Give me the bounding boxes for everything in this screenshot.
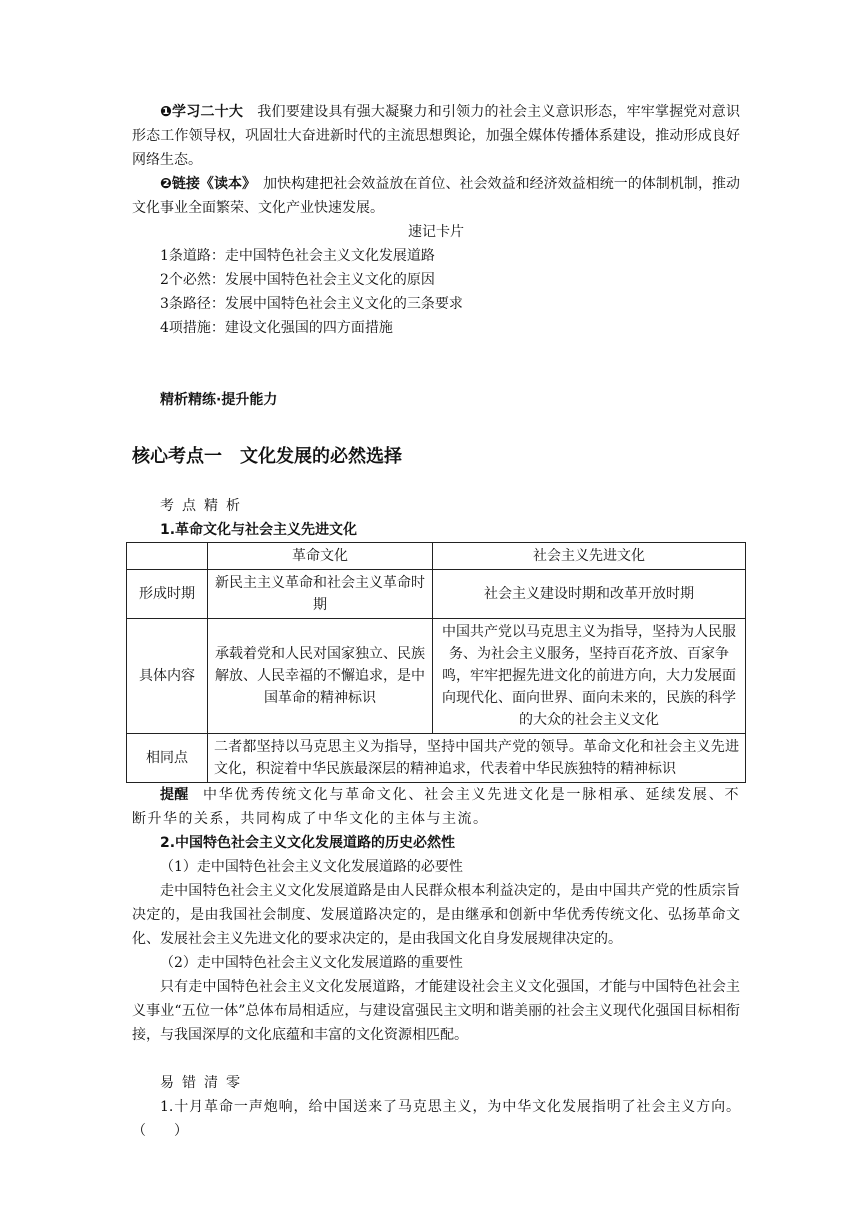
- intro-paragraph-1: [132, 100, 740, 172]
- question-1: [132, 1095, 740, 1143]
- table-header-cell: 革命文化: [208, 543, 433, 570]
- body-paragraph-1: 走中国特色社会主义文化发展道路是由人民群众根本利益决定的，是由中国共产党的性质宗旨决定的，是由我国社会制度、发展道路决定的，是由继承和创新中华优秀传统文化、弘扬革命文化、发展社会主义先进文化的要求决定的，是由我国文化自身发展规律决定的。: [132, 883, 740, 947]
- table-cell-merged: 二者都坚持以马克思主义为指导，坚持中国共产党的领导。革命文化和社会主义先进文化，积淀着中华民族最深层的精神追求，代表着中华民族独特的精神标识: [208, 734, 746, 783]
- intro-label-1: ❶学习二十大: [160, 104, 244, 120]
- page-heading: 核心考点一 文化发展的必然选择: [132, 446, 402, 467]
- table-row: [127, 619, 746, 734]
- kaodian-label: 考点精析: [160, 498, 248, 514]
- table-header-cell: [127, 543, 208, 570]
- intro-paragraph-2: [132, 172, 740, 220]
- section-label: 精析精练·提升能力: [160, 392, 278, 408]
- card-item-1: 1条道路：走中国特色社会主义文化发展道路: [160, 248, 435, 264]
- table-header-cell: 社会主义先进文化: [433, 543, 746, 570]
- intro-label-2: ❷链接《读本》: [160, 176, 250, 192]
- card-item-3: 3条路径：发展中国特色社会主义文化的三条要求: [160, 296, 463, 312]
- table-cell: 承载着党和人民对国家独立、民族解放、人民幸福的不懈追求，是中国革命的精神标识: [208, 619, 433, 734]
- tip-text: 中华优秀传统文化与革命文化、社会主义先进文化是一脉相承、延续发展、不断升华的关系，共同构成了中华文化的主体与主流。: [132, 787, 741, 827]
- question-1-text: 1.十月革命一声炮响，给中国送来了马克思主义，为中华文化发展指明了社会主义方向。: [160, 1099, 740, 1115]
- table-header-row: [127, 543, 746, 570]
- table-cell: 社会主义建设时期和改革开放时期: [433, 570, 746, 619]
- document-page: [132, 100, 740, 1143]
- card-title: 速记卡片: [408, 224, 464, 240]
- table-row-label: 形成时期: [127, 570, 208, 619]
- table-cell: 新民主主义革命和社会主义革命时期: [208, 570, 433, 619]
- answer-blank: （ ）: [132, 1123, 188, 1139]
- subheading-2-1: （1）走中国特色社会主义文化发展道路的必要性: [160, 859, 463, 875]
- comparison-table: [126, 542, 746, 783]
- table-row-label: 具体内容: [127, 619, 208, 734]
- table-cell: 中国共产党以马克思主义为指导，坚持为人民服务、为社会主义服务，坚持百花齐放、百家争鸣，牢牢把握先进文化的前进方向，大力发展面向现代化、面向世界、面向未来的，民族的科学的大众的社会主义文化: [433, 619, 746, 734]
- table-row: [127, 570, 746, 619]
- tip-label: 提醒: [160, 787, 189, 803]
- tip-paragraph: [132, 783, 740, 831]
- subheading-1: 1.革命文化与社会主义先进文化: [160, 522, 358, 538]
- body-paragraph-2: 只有走中国特色社会主义文化发展道路，才能建设社会主义文化强国，才能与中国特色社会主义事业“五位一体”总体布局相适应，与建设富强民主文明和谐美丽的社会主义现代化强国目标相衔接，与我国深厚的文化底蕴和丰富的文化资源相匹配。: [132, 979, 740, 1043]
- card-item-4: 4项措施：建设文化强国的四方面措施: [160, 320, 393, 336]
- card-item-2: 2个必然：发展中国特色社会主义文化的原因: [160, 272, 435, 288]
- yicuo-label: 易错清零: [160, 1075, 248, 1091]
- table-row-label: 相同点: [127, 734, 208, 783]
- subheading-2-2: （2）走中国特色社会主义文化发展道路的重要性: [160, 955, 463, 971]
- intro-text-2: 加快构建把社会效益放在首位、社会效益和经济效益相统一的体制机制，推动文化事业全面繁荣、文化产业快速发展。: [132, 176, 741, 216]
- table-row: [127, 734, 746, 783]
- subheading-2: 2.中国特色社会主义文化发展道路的历史必然性: [160, 835, 456, 851]
- intro-text-1: 我们要建设具有强大凝聚力和引领力的社会主义意识形态，牢牢掌握党对意识形态工作领导权，巩固壮大奋进新时代的主流思想舆论，加强全媒体传播体系建设，推动形成良好网络生态。: [132, 104, 741, 168]
